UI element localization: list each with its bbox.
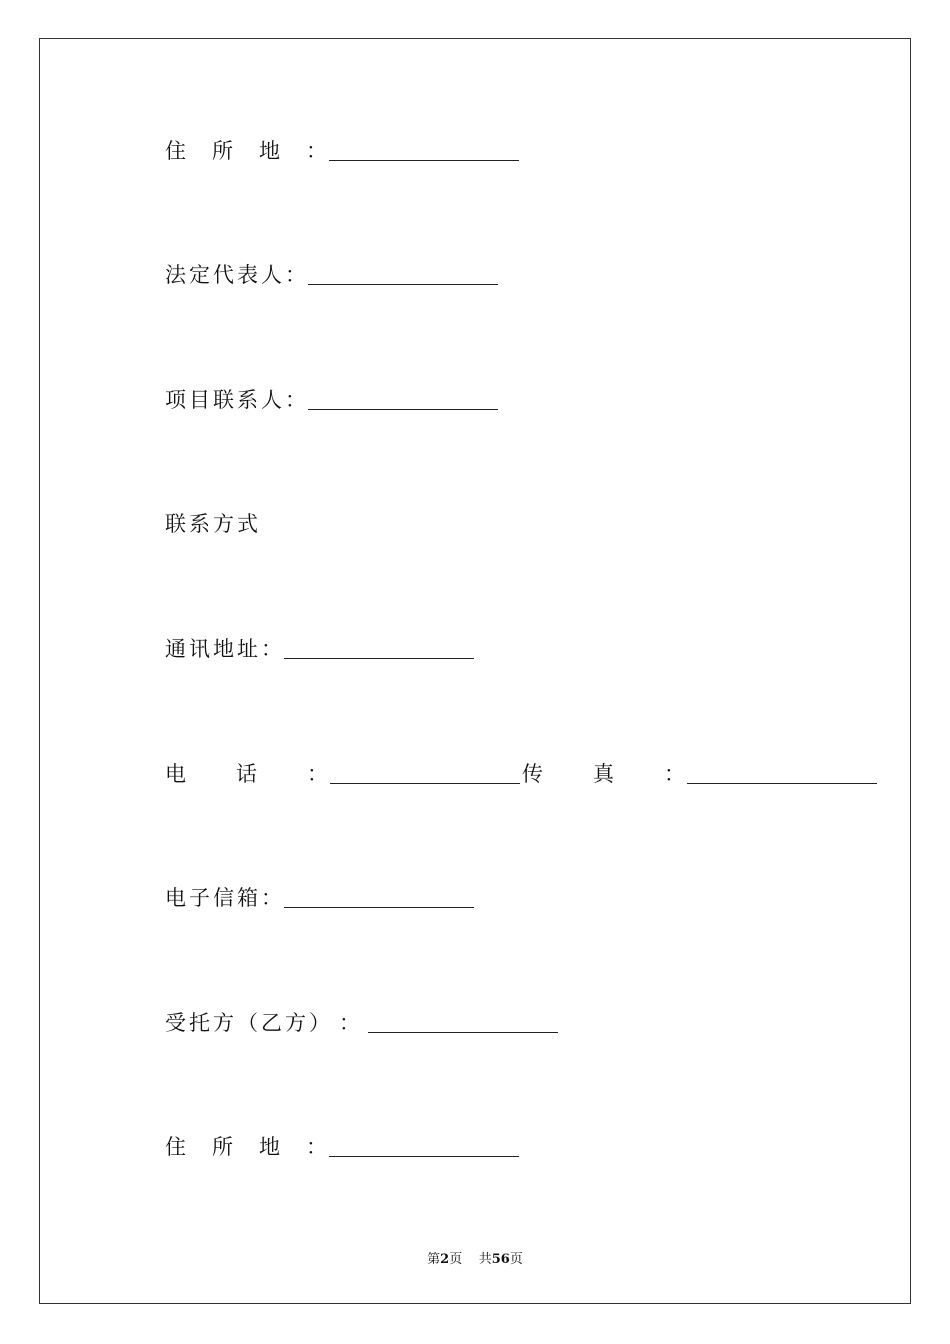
fill-in-blank[interactable] [284, 906, 474, 908]
page-number: 2 [440, 1252, 450, 1267]
fill-in-blank[interactable] [329, 159, 519, 161]
field-label: 电子信箱 [165, 886, 261, 910]
field-phone-fax [165, 760, 877, 788]
contact-heading [165, 510, 261, 538]
field-label: 法定代表人 [165, 263, 285, 287]
field-project-contact [165, 386, 498, 414]
field-label: 受托方（乙方） [165, 1011, 333, 1035]
total-prefix: 共 [478, 1252, 492, 1267]
field-label: 住所地 [165, 1135, 306, 1159]
total-suffix: 页 [509, 1252, 523, 1267]
field-label: 住所地 [165, 139, 306, 163]
field-colon: ： [285, 263, 306, 287]
field-label: 项目联系人 [165, 388, 285, 412]
field-colon: ： [307, 762, 328, 786]
field-colon: ： [306, 139, 327, 163]
field-label-phone: 电话 [165, 762, 307, 786]
field-colon: ： [339, 1011, 360, 1035]
fill-in-blank-fax[interactable] [687, 782, 877, 784]
fill-in-blank[interactable] [308, 283, 498, 285]
fill-in-blank[interactable] [308, 408, 498, 410]
field-legal-representative [165, 261, 498, 289]
page-suffix: 页 [449, 1252, 463, 1267]
section-heading: 联系方式 [165, 512, 261, 536]
page-frame [39, 38, 911, 1304]
field-colon: ： [261, 637, 282, 661]
fill-in-blank[interactable] [284, 657, 474, 659]
page-prefix: 第 [427, 1252, 441, 1267]
field-colon: ： [285, 388, 306, 412]
field-trustee [165, 1009, 558, 1037]
field-colon: ： [664, 762, 685, 786]
fill-in-blank[interactable] [368, 1031, 558, 1033]
field-colon: ： [306, 1135, 327, 1159]
field-colon: ： [261, 886, 282, 910]
field-label: 通讯地址 [165, 637, 261, 661]
field-address-2 [165, 1133, 519, 1161]
fill-in-blank[interactable] [329, 1155, 519, 1157]
total-pages: 56 [491, 1252, 510, 1267]
field-email [165, 884, 474, 912]
field-address-1 [165, 137, 519, 165]
page-footer [0, 1248, 950, 1267]
fill-in-blank-phone[interactable] [330, 782, 520, 784]
field-mail-address [165, 635, 474, 663]
field-label-fax: 传真 [522, 762, 664, 786]
